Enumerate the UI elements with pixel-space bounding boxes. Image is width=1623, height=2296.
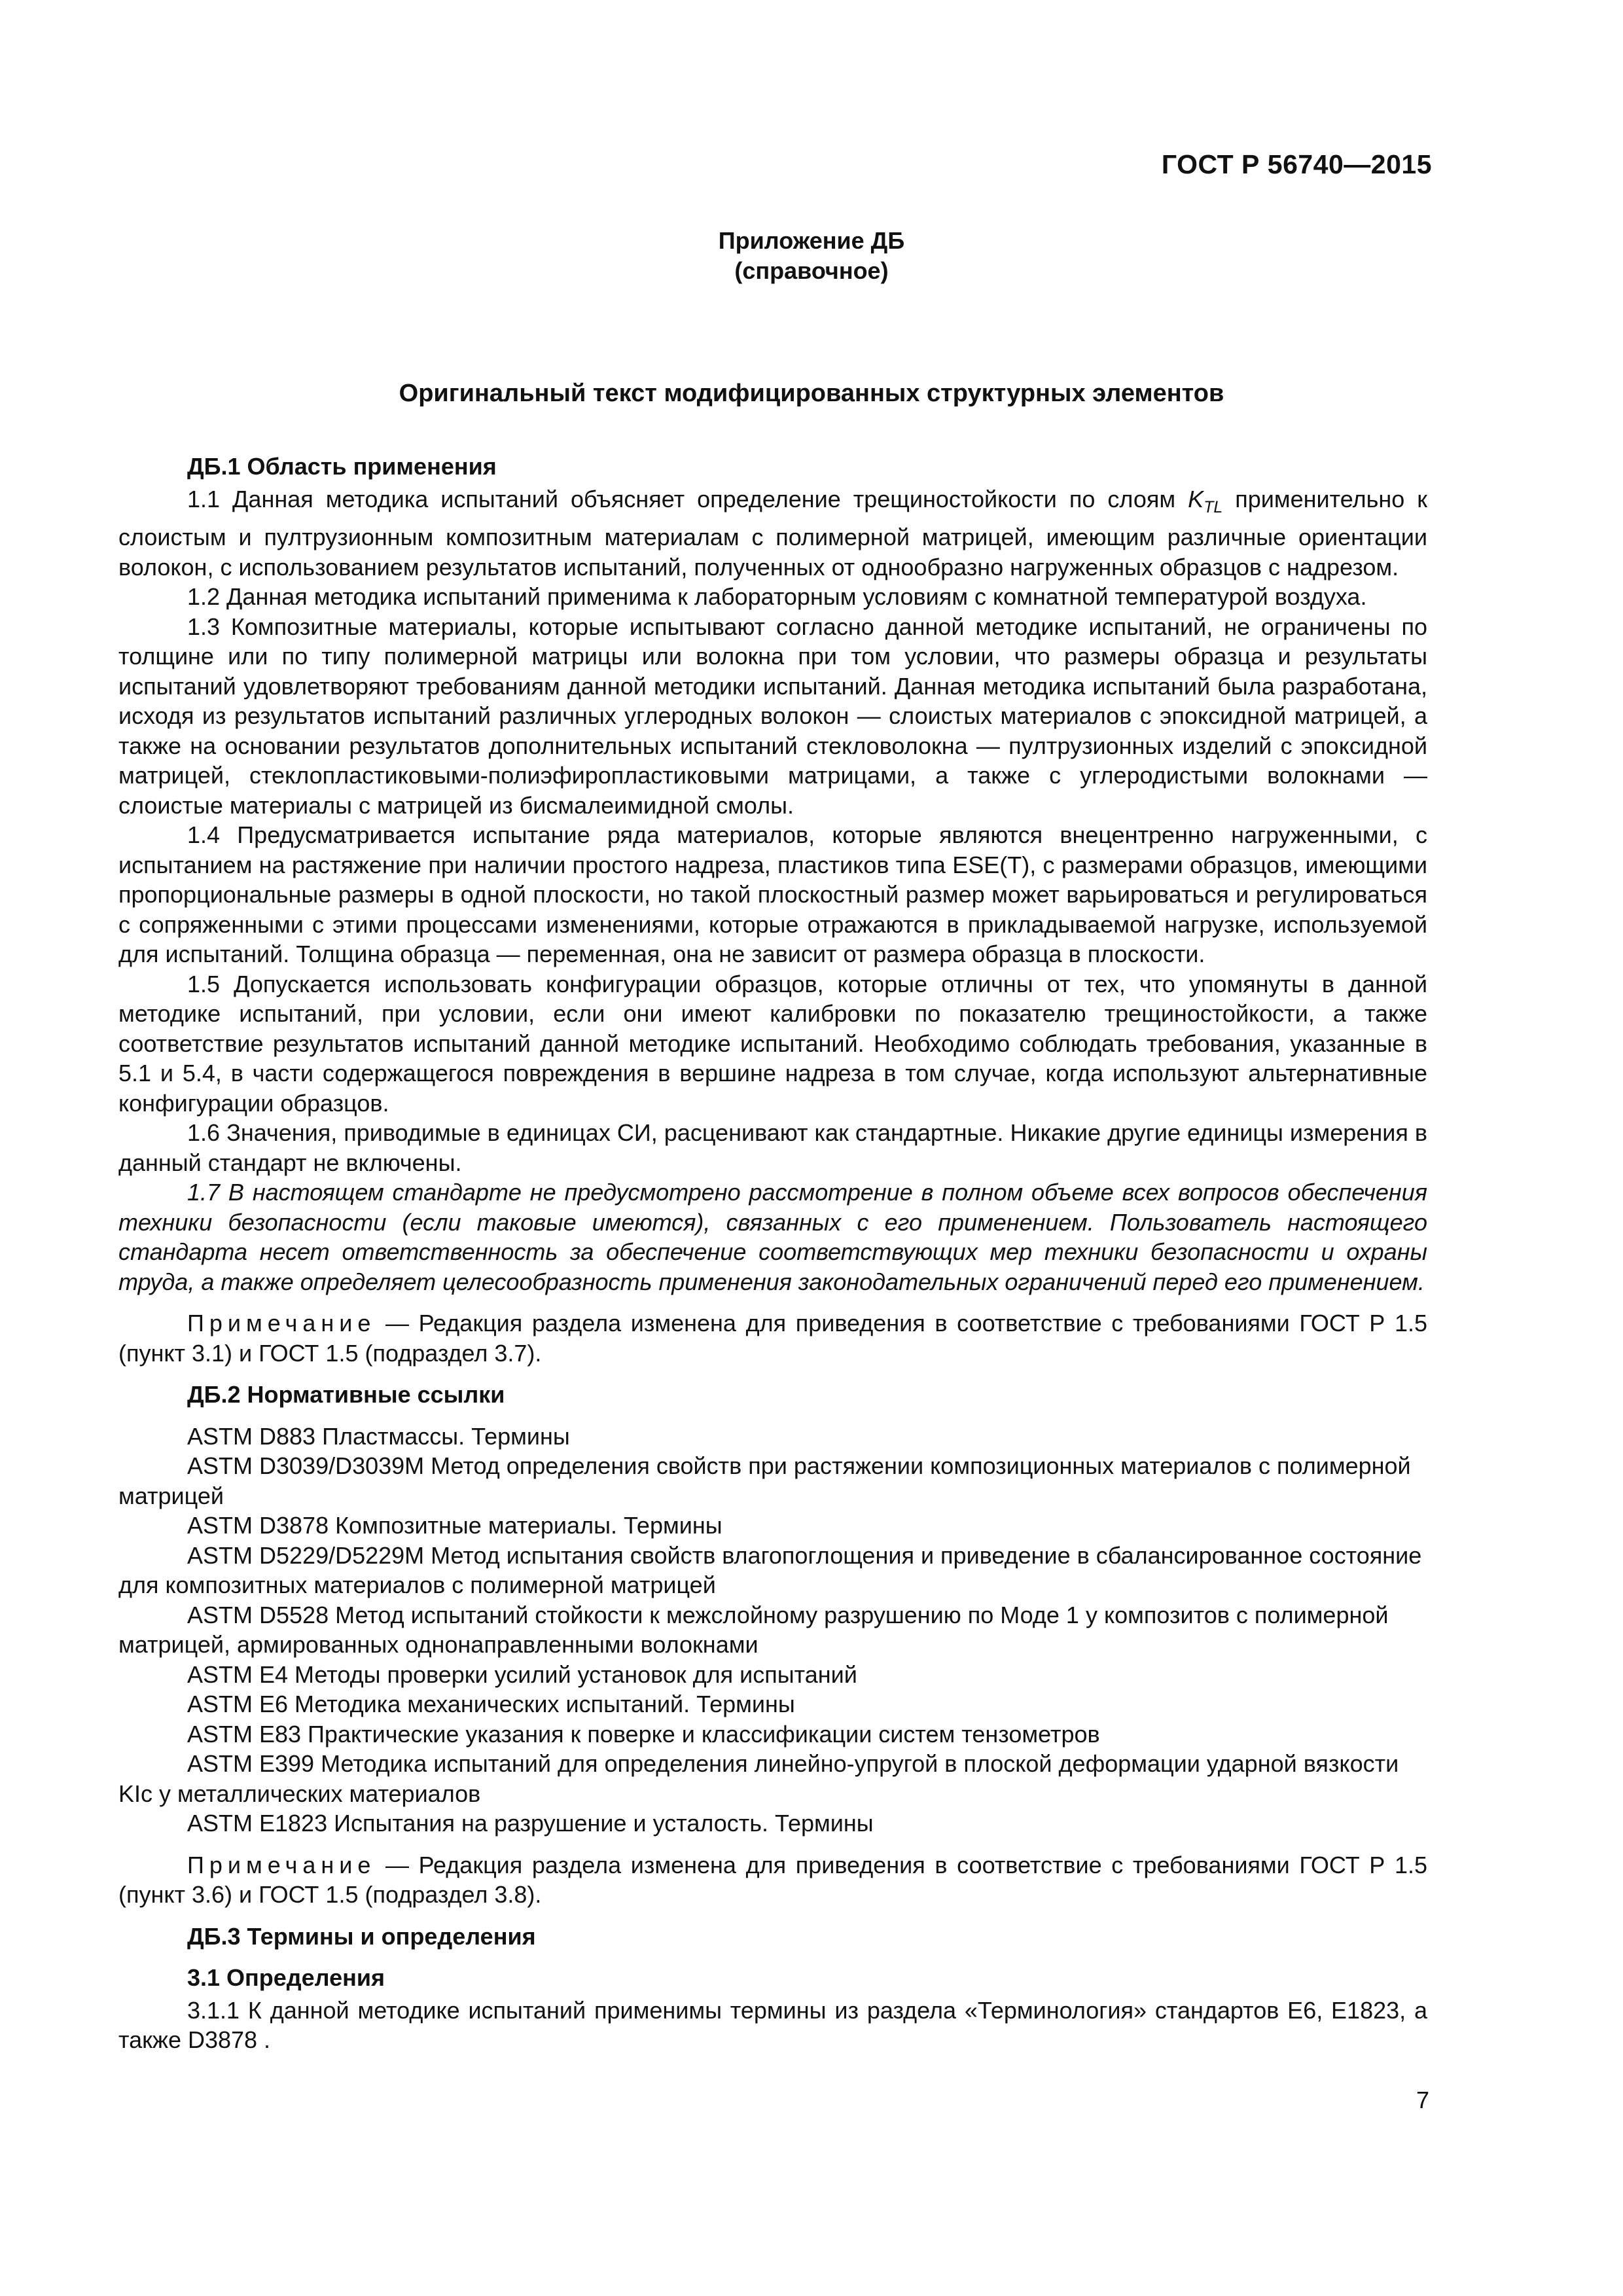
paragraph-3-1-1: 3.1.1 К данной методике испытаний применимы термины из раздела «Терминология» стандартов E6, E1823, а также D3878 .: [118, 1996, 1427, 2053]
note-label: Примечание: [187, 1851, 376, 1878]
reference-item: ASTM E399 Методика испытаний для определения линейно-упругой в плоской деформации ударной вязкости KIc у металлических материалов: [118, 1750, 1399, 1807]
reference-item: ASTM D5229/D5229M Метод испытания свойств влагопоглощения и приведение в сбалансированное состояние для композитных материалов с полимерной матрицей: [118, 1541, 1422, 1598]
paragraph-1-1: [118, 484, 1427, 583]
paragraph-1-4: 1.4 Предусматривается испытание ряда материалов, которые являются внецентренно нагруженными, с испытанием на растяжение при наличии простого надреза, пластиков типа ESE(T), с размерами образцов, имеющими пропорциональные размеры в одной плоскости, но такой плоскостный размер может варьироваться и регулироваться с сопряженными с этими процессами изменениями, которые отражаются в прикладываемой нагрузке, используемой для испытаний. Толщина образца — переменная, она не зависит от размера образца в плоскости.: [118, 821, 1427, 967]
paragraph-1-3: 1.3 Композитные материалы, которые испытывают согласно данной методике испытаний, не ограничены по толщине или по типу полимерной матрицы или волокна при том условии, что размеры образца и результаты испытаний удовлетворяют требованиям данной методики испытаний. Данная методика испытаний была разработана, исходя из результатов испытаний различных углеродных волокон — слоистых материалов с эпоксидной матрицей, а также на основании результатов дополнительных испытаний стекловолокна — пултрузионных изделий с эпоксидной матрицей, стеклопластиковыми-полиэфиропластиковыми матрицами, а также с углеродистыми волокнами — слоистые материалы с матрицей из бисмалеимидной смолы.: [118, 613, 1427, 819]
reference-item: ASTM E1823 Испытания на разрушение и усталость. Термины: [187, 1810, 874, 1837]
note-text: — Редакция раздела изменена для приведения в соответствие с требованиями ГОСТ Р 1.5 (пункт 3.1) и ГОСТ 1.5 (подраздел 3.7).: [118, 1310, 1427, 1367]
reference-item: ASTM D883 Пластмассы. Термины: [187, 1422, 570, 1450]
reference-item: ASTM E6 Методика механических испытаний. Термины: [187, 1691, 795, 1717]
paragraph-1-7: 1.7 В настоящем стандарте не предусмотрено рассмотрение в полном объеме всех вопросов обеспечения техники безопасности (если таковые имеются), связанных с его применением. Пользователь настоящего стандарта несет ответственность за обеспечение соответствующих мер техники безопасности и охраны труда, а также определяет целесообразность применения законодательных ограничений перед его применением.: [118, 1179, 1427, 1295]
appendix-subtitle: (справочное): [734, 257, 889, 284]
paragraph-1-1-end: применительно к слоистым и пултрузионным композитным материалам с полимерной матрицей, имеющим различные ориентации волокон, с использованием результатов испытаний, полученных от однообразно нагруженных образцов с надрезом.: [118, 485, 1427, 581]
main-title: Оригинальный текст модифицированных структурных элементов: [399, 380, 1224, 407]
section-heading-db3: ДБ.3 Термины и определения: [187, 1922, 536, 1950]
section-heading-db2: ДБ.2 Нормативные ссылки: [187, 1381, 505, 1408]
reference-item: ASTM D3039/D3039M Метод определения свойств при растяжении композиционных материалов с полимерной матрицей: [118, 1452, 1411, 1509]
k-tl-symbol: K: [1188, 485, 1204, 512]
subsection-heading-3-1: 3.1 Определения: [187, 1964, 385, 1991]
reference-item: ASTM D3878 Композитные материалы. Термины: [187, 1512, 722, 1539]
note-text: — Редакция раздела изменена для приведения в соответствие с требованиями ГОСТ Р 1.5 (пункт 3.6) и ГОСТ 1.5 (подраздел 3.8).: [118, 1851, 1427, 1908]
reference-item: ASTM E4 Методы проверки усилий установок для испытаний: [187, 1660, 857, 1688]
reference-item: ASTM D5528 Метод испытаний стойкости к межслойному разрушению по Моде 1 у композитов с полимерной матрицей, армированных однонаправленными волокнами: [118, 1601, 1389, 1658]
document-number-header: ГОСТ Р 56740—2015: [1161, 149, 1432, 179]
note-db2: [118, 1850, 1427, 1910]
section-heading-db1: ДБ.1 Область применения: [187, 453, 497, 480]
k-tl-subscript: TL: [1204, 497, 1223, 516]
document-body: [118, 452, 1427, 2055]
note-label: Примечание: [187, 1310, 376, 1336]
reference-item: ASTM E83 Практические указания к поверке и классификации систем тензометров: [187, 1720, 1100, 1748]
appendix-title: Приложение ДБ: [718, 227, 905, 254]
note-db1: [118, 1308, 1427, 1368]
paragraph-1-6: 1.6 Значения, приводимые в единицах СИ, расценивают как стандартные. Никакие другие единицы измерения в данный стандарт не включены.: [118, 1119, 1427, 1176]
appendix-heading: [0, 226, 1623, 286]
page-number: 7: [1416, 2087, 1429, 2113]
paragraph-1-2: 1.2 Данная методика испытаний применима к лабораторным условиям с комнатной температурой воздуха.: [187, 583, 1367, 610]
paragraph-1-5: 1.5 Допускается использовать конфигурации образцов, которые отличны от тех, что упомянуты в данной методике испытаний, при условии, если они имеют калибровки по показателю трещиностойкости, а также соответствие результатов испытаний данной методике испытаний. Необходимо соблюдать требования, указанные в 5.1 и 5.4, в части содержащегося повреждения в вершине надреза в том случае, когда используют альтернативные конфигурации образцов.: [118, 970, 1427, 1117]
paragraph-1-1-start: 1.1 Данная методика испытаний объясняет определение трещиностойкости по слоям: [187, 485, 1188, 512]
